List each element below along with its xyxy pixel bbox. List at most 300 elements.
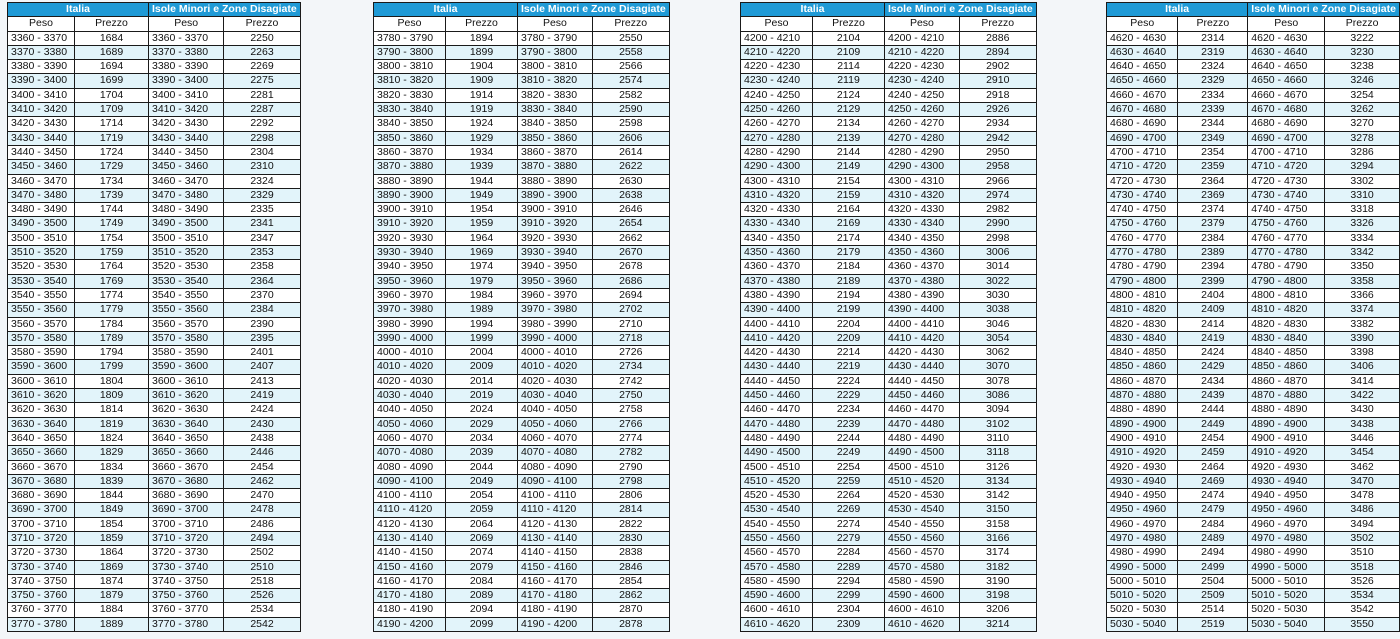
peso-isole-cell: 4980 - 4990 xyxy=(1248,546,1325,560)
prezzo-italia-cell: 1809 xyxy=(75,389,149,403)
peso-italia-cell: 4610 - 4620 xyxy=(741,617,813,631)
prezzo-italia-cell: 1789 xyxy=(75,331,149,345)
peso-italia-cell: 3530 - 3540 xyxy=(8,274,75,288)
peso-isole-cell: 4480 - 4490 xyxy=(885,431,960,445)
table-row xyxy=(374,74,670,88)
prezzo-isole-cell: 2838 xyxy=(592,546,669,560)
peso-isole-cell: 3940 - 3950 xyxy=(518,260,593,274)
prezzo-italia-cell: 1694 xyxy=(75,60,149,74)
table-body xyxy=(374,31,670,631)
table-row xyxy=(8,60,301,74)
peso-italia-cell: 4270 - 4280 xyxy=(741,131,813,145)
peso-italia-cell: 4300 - 4310 xyxy=(741,174,813,188)
prezzo-isole-cell: 2510 xyxy=(224,560,300,574)
prezzo-italia-cell: 1814 xyxy=(75,403,149,417)
prezzo-italia-cell: 1839 xyxy=(75,474,149,488)
table-row xyxy=(1107,174,1400,188)
prezzo-italia-cell: 2514 xyxy=(1178,603,1248,617)
prezzo-isole-cell: 2718 xyxy=(592,331,669,345)
peso-italia-cell: 4450 - 4460 xyxy=(741,389,813,403)
peso-italia-cell: 5030 - 5040 xyxy=(1107,617,1178,631)
peso-isole-cell: 4580 - 4590 xyxy=(885,574,960,588)
peso-isole-cell: 4990 - 5000 xyxy=(1248,560,1325,574)
prezzo-italia-cell: 2094 xyxy=(446,603,518,617)
prezzo-isole-cell: 3342 xyxy=(1325,246,1400,260)
peso-isole-cell: 4660 - 4670 xyxy=(1248,88,1325,102)
prezzo-isole-cell: 2654 xyxy=(592,217,669,231)
peso-italia-cell: 3990 - 4000 xyxy=(374,331,446,345)
table-row xyxy=(1107,203,1400,217)
peso-italia-cell: 3400 - 3410 xyxy=(8,88,75,102)
table-row xyxy=(1107,117,1400,131)
peso-isole-cell: 4850 - 4860 xyxy=(1248,360,1325,374)
peso-isole-cell: 4200 - 4210 xyxy=(885,31,960,45)
peso-italia-cell: 4530 - 4540 xyxy=(741,503,813,517)
table-body xyxy=(1107,31,1400,631)
peso-italia-cell: 3520 - 3530 xyxy=(8,260,75,274)
peso-isole-cell: 5000 - 5010 xyxy=(1248,574,1325,588)
peso-isole-cell: 3680 - 3690 xyxy=(149,489,224,503)
prezzo-italia-cell: 1899 xyxy=(446,45,518,59)
table-row xyxy=(8,203,301,217)
peso-isole-cell: 3770 - 3780 xyxy=(149,617,224,631)
column-header-prezzo: Prezzo xyxy=(75,17,149,31)
table-row xyxy=(741,131,1037,145)
prezzo-isole-cell: 2974 xyxy=(959,188,1036,202)
table-row xyxy=(8,417,301,431)
prezzo-italia-cell: 1964 xyxy=(446,231,518,245)
table-row xyxy=(8,560,301,574)
prezzo-italia-cell: 1974 xyxy=(446,260,518,274)
peso-italia-cell: 4200 - 4210 xyxy=(741,31,813,45)
peso-isole-cell: 4760 - 4770 xyxy=(1248,231,1325,245)
prezzo-isole-cell: 2550 xyxy=(592,31,669,45)
prezzo-isole-cell: 2774 xyxy=(592,431,669,445)
peso-isole-cell: 4080 - 4090 xyxy=(518,460,593,474)
prezzo-italia-cell: 2139 xyxy=(813,131,885,145)
prezzo-italia-cell: 1714 xyxy=(75,117,149,131)
peso-isole-cell: 4350 - 4360 xyxy=(885,246,960,260)
prezzo-italia-cell: 2224 xyxy=(813,374,885,388)
prezzo-isole-cell: 3254 xyxy=(1325,88,1400,102)
table-row xyxy=(8,360,301,374)
prezzo-italia-cell: 2049 xyxy=(446,474,518,488)
peso-isole-cell: 4920 - 4930 xyxy=(1248,460,1325,474)
peso-isole-cell: 4550 - 4560 xyxy=(885,531,960,545)
peso-isole-cell: 3810 - 3820 xyxy=(518,74,593,88)
table-row xyxy=(374,145,670,159)
prezzo-italia-cell: 1794 xyxy=(75,346,149,360)
prezzo-italia-cell: 2264 xyxy=(813,489,885,503)
peso-italia-cell: 3810 - 3820 xyxy=(374,74,446,88)
group-header-isole: Isole Minori e Zone Disagiate xyxy=(1248,3,1400,17)
prezzo-italia-cell: 2229 xyxy=(813,389,885,403)
peso-italia-cell: 3610 - 3620 xyxy=(8,389,75,403)
peso-isole-cell: 4710 - 4720 xyxy=(1248,160,1325,174)
table-row xyxy=(1107,331,1400,345)
prezzo-italia-cell: 2444 xyxy=(1178,403,1248,417)
table-row xyxy=(1107,288,1400,302)
prezzo-isole-cell: 3118 xyxy=(959,446,1036,460)
table-row xyxy=(8,117,301,131)
prezzo-italia-cell: 1969 xyxy=(446,246,518,260)
prezzo-italia-cell: 2074 xyxy=(446,546,518,560)
peso-italia-cell: 4190 - 4200 xyxy=(374,617,446,631)
peso-isole-cell: 4390 - 4400 xyxy=(885,303,960,317)
prezzo-italia-cell: 1729 xyxy=(75,160,149,174)
peso-isole-cell: 4520 - 4530 xyxy=(885,489,960,503)
prezzo-isole-cell: 3110 xyxy=(959,431,1036,445)
peso-isole-cell: 3860 - 3870 xyxy=(518,145,593,159)
peso-isole-cell: 4630 - 4640 xyxy=(1248,45,1325,59)
peso-italia-cell: 3920 - 3930 xyxy=(374,231,446,245)
peso-isole-cell: 3780 - 3790 xyxy=(518,31,593,45)
prezzo-isole-cell: 2734 xyxy=(592,360,669,374)
prezzo-isole-cell: 2782 xyxy=(592,446,669,460)
table-row xyxy=(1107,517,1400,531)
prezzo-italia-cell: 2379 xyxy=(1178,217,1248,231)
table-row xyxy=(374,174,670,188)
prezzo-isole-cell: 3278 xyxy=(1325,131,1400,145)
peso-isole-cell: 4220 - 4230 xyxy=(885,60,960,74)
prezzo-isole-cell: 2662 xyxy=(592,231,669,245)
prezzo-isole-cell: 2614 xyxy=(592,145,669,159)
peso-isole-cell: 4250 - 4260 xyxy=(885,103,960,117)
prezzo-italia-cell: 1819 xyxy=(75,417,149,431)
peso-isole-cell: 4140 - 4150 xyxy=(518,546,593,560)
table-row xyxy=(1107,303,1400,317)
table-row xyxy=(1107,74,1400,88)
peso-isole-cell: 4290 - 4300 xyxy=(885,160,960,174)
peso-isole-cell: 3440 - 3450 xyxy=(149,145,224,159)
prezzo-italia-cell: 1909 xyxy=(446,74,518,88)
prezzo-isole-cell: 2638 xyxy=(592,188,669,202)
peso-isole-cell: 4050 - 4060 xyxy=(518,417,593,431)
prezzo-isole-cell: 3150 xyxy=(959,503,1036,517)
table-row xyxy=(8,231,301,245)
peso-isole-cell: 3890 - 3900 xyxy=(518,188,593,202)
table-row xyxy=(374,389,670,403)
peso-italia-cell: 4680 - 4690 xyxy=(1107,117,1178,131)
prezzo-isole-cell: 3374 xyxy=(1325,303,1400,317)
prezzo-italia-cell: 1999 xyxy=(446,331,518,345)
peso-italia-cell: 4710 - 4720 xyxy=(1107,160,1178,174)
peso-italia-cell: 3660 - 3670 xyxy=(8,460,75,474)
prezzo-italia-cell: 2199 xyxy=(813,303,885,317)
table-row xyxy=(741,60,1037,74)
table-row xyxy=(741,546,1037,560)
prezzo-isole-cell: 3406 xyxy=(1325,360,1400,374)
table-row xyxy=(1107,489,1400,503)
prezzo-italia-cell: 2154 xyxy=(813,174,885,188)
peso-isole-cell: 4890 - 4900 xyxy=(1248,417,1325,431)
table-row xyxy=(1107,45,1400,59)
peso-italia-cell: 4390 - 4400 xyxy=(741,303,813,317)
peso-italia-cell: 4110 - 4120 xyxy=(374,503,446,517)
prezzo-isole-cell: 2750 xyxy=(592,389,669,403)
prezzo-italia-cell: 2134 xyxy=(813,117,885,131)
peso-italia-cell: 3370 - 3380 xyxy=(8,45,75,59)
prezzo-isole-cell: 2862 xyxy=(592,589,669,603)
prezzo-isole-cell: 2324 xyxy=(224,174,300,188)
peso-isole-cell: 3750 - 3760 xyxy=(149,589,224,603)
prezzo-isole-cell: 2395 xyxy=(224,331,300,345)
table-row xyxy=(1107,531,1400,545)
prezzo-italia-cell: 2309 xyxy=(813,617,885,631)
prezzo-isole-cell: 2918 xyxy=(959,88,1036,102)
peso-italia-cell: 3720 - 3730 xyxy=(8,546,75,560)
prezzo-italia-cell: 2359 xyxy=(1178,160,1248,174)
table-row xyxy=(374,403,670,417)
prezzo-italia-cell: 2274 xyxy=(813,517,885,531)
table-row xyxy=(8,331,301,345)
table-row xyxy=(741,103,1037,117)
peso-italia-cell: 4210 - 4220 xyxy=(741,45,813,59)
peso-isole-cell: 4970 - 4980 xyxy=(1248,531,1325,545)
prezzo-isole-cell: 2590 xyxy=(592,103,669,117)
peso-italia-cell: 3740 - 3750 xyxy=(8,574,75,588)
prezzo-italia-cell: 1774 xyxy=(75,288,149,302)
prezzo-isole-cell: 3062 xyxy=(959,346,1036,360)
prezzo-isole-cell: 2574 xyxy=(592,74,669,88)
prezzo-isole-cell: 2630 xyxy=(592,174,669,188)
table-row xyxy=(741,88,1037,102)
peso-italia-cell: 3890 - 3900 xyxy=(374,188,446,202)
peso-isole-cell: 3420 - 3430 xyxy=(149,117,224,131)
peso-isole-cell: 3870 - 3880 xyxy=(518,160,593,174)
prezzo-italia-cell: 1864 xyxy=(75,546,149,560)
peso-italia-cell: 4600 - 4610 xyxy=(741,603,813,617)
table-row xyxy=(741,346,1037,360)
table-row xyxy=(374,288,670,302)
prezzo-italia-cell: 2079 xyxy=(446,560,518,574)
prezzo-italia-cell: 2389 xyxy=(1178,246,1248,260)
peso-isole-cell: 4370 - 4380 xyxy=(885,274,960,288)
peso-italia-cell: 3950 - 3960 xyxy=(374,274,446,288)
peso-isole-cell: 4500 - 4510 xyxy=(885,460,960,474)
table-row xyxy=(1107,446,1400,460)
prezzo-isole-cell: 2341 xyxy=(224,217,300,231)
prezzo-italia-cell: 2009 xyxy=(446,360,518,374)
table-row xyxy=(374,560,670,574)
prezzo-isole-cell: 3094 xyxy=(959,403,1036,417)
peso-isole-cell: 3820 - 3830 xyxy=(518,88,593,102)
table-row xyxy=(741,45,1037,59)
peso-isole-cell: 5010 - 5020 xyxy=(1248,589,1325,603)
prezzo-italia-cell: 1924 xyxy=(446,117,518,131)
peso-isole-cell: 3580 - 3590 xyxy=(149,346,224,360)
peso-italia-cell: 4640 - 4650 xyxy=(1107,60,1178,74)
prezzo-isole-cell: 3182 xyxy=(959,560,1036,574)
table-row xyxy=(374,45,670,59)
peso-isole-cell: 4900 - 4910 xyxy=(1248,431,1325,445)
peso-isole-cell: 3400 - 3410 xyxy=(149,88,224,102)
peso-isole-cell: 4040 - 4050 xyxy=(518,403,593,417)
peso-italia-cell: 3680 - 3690 xyxy=(8,489,75,503)
table-row xyxy=(741,231,1037,245)
table-row xyxy=(8,174,301,188)
peso-isole-cell: 3950 - 3960 xyxy=(518,274,593,288)
prezzo-isole-cell: 2390 xyxy=(224,317,300,331)
prezzo-isole-cell: 2462 xyxy=(224,474,300,488)
peso-italia-cell: 3750 - 3760 xyxy=(8,589,75,603)
prezzo-isole-cell: 2710 xyxy=(592,317,669,331)
peso-isole-cell: 3660 - 3670 xyxy=(149,460,224,474)
peso-isole-cell: 4670 - 4680 xyxy=(1248,103,1325,117)
prezzo-italia-cell: 2349 xyxy=(1178,131,1248,145)
peso-italia-cell: 3380 - 3390 xyxy=(8,60,75,74)
prezzo-italia-cell: 2414 xyxy=(1178,317,1248,331)
peso-italia-cell: 4120 - 4130 xyxy=(374,517,446,531)
prezzo-isole-cell: 2934 xyxy=(959,117,1036,131)
prezzo-italia-cell: 1754 xyxy=(75,231,149,245)
prezzo-isole-cell: 3414 xyxy=(1325,374,1400,388)
prezzo-isole-cell: 3502 xyxy=(1325,531,1400,545)
peso-italia-cell: 4960 - 4970 xyxy=(1107,517,1178,531)
table-row xyxy=(374,31,670,45)
peso-italia-cell: 3640 - 3650 xyxy=(8,431,75,445)
prezzo-italia-cell: 2369 xyxy=(1178,188,1248,202)
peso-isole-cell: 4110 - 4120 xyxy=(518,503,593,517)
prezzo-italia-cell: 1889 xyxy=(75,617,149,631)
peso-italia-cell: 4370 - 4380 xyxy=(741,274,813,288)
peso-italia-cell: 4850 - 4860 xyxy=(1107,360,1178,374)
prezzo-italia-cell: 2039 xyxy=(446,446,518,460)
prezzo-italia-cell: 2174 xyxy=(813,231,885,245)
table-row xyxy=(741,417,1037,431)
peso-isole-cell: 4470 - 4480 xyxy=(885,417,960,431)
peso-italia-cell: 4170 - 4180 xyxy=(374,589,446,603)
peso-isole-cell: 4830 - 4840 xyxy=(1248,331,1325,345)
peso-isole-cell: 3370 - 3380 xyxy=(149,45,224,59)
prezzo-isole-cell: 3302 xyxy=(1325,174,1400,188)
table-row xyxy=(741,589,1037,603)
table-row xyxy=(8,546,301,560)
peso-italia-cell: 4920 - 4930 xyxy=(1107,460,1178,474)
peso-italia-cell: 4570 - 4580 xyxy=(741,560,813,574)
table-row xyxy=(374,617,670,631)
prezzo-italia-cell: 2259 xyxy=(813,474,885,488)
peso-italia-cell: 3430 - 3440 xyxy=(8,131,75,145)
prezzo-isole-cell: 2298 xyxy=(224,131,300,145)
table-row xyxy=(8,274,301,288)
table-row xyxy=(1107,60,1400,74)
prezzo-italia-cell: 2254 xyxy=(813,460,885,474)
prezzo-isole-cell: 3262 xyxy=(1325,103,1400,117)
table-row xyxy=(741,246,1037,260)
table-row xyxy=(741,460,1037,474)
prezzo-isole-cell: 2263 xyxy=(224,45,300,59)
peso-isole-cell: 3620 - 3630 xyxy=(149,403,224,417)
prezzo-isole-cell: 3102 xyxy=(959,417,1036,431)
peso-isole-cell: 3720 - 3730 xyxy=(149,546,224,560)
prezzo-isole-cell: 3398 xyxy=(1325,346,1400,360)
prezzo-isole-cell: 2678 xyxy=(592,260,669,274)
prezzo-italia-cell: 2324 xyxy=(1178,60,1248,74)
table-row xyxy=(374,374,670,388)
prezzo-isole-cell: 3070 xyxy=(959,360,1036,374)
peso-italia-cell: 4500 - 4510 xyxy=(741,460,813,474)
peso-isole-cell: 3410 - 3420 xyxy=(149,103,224,117)
prezzo-isole-cell: 2502 xyxy=(224,546,300,560)
peso-italia-cell: 4890 - 4900 xyxy=(1107,417,1178,431)
table-row xyxy=(741,317,1037,331)
peso-italia-cell: 4970 - 4980 xyxy=(1107,531,1178,545)
peso-isole-cell: 3980 - 3990 xyxy=(518,317,593,331)
prezzo-italia-cell: 2449 xyxy=(1178,417,1248,431)
peso-isole-cell: 3900 - 3910 xyxy=(518,203,593,217)
peso-italia-cell: 4180 - 4190 xyxy=(374,603,446,617)
peso-italia-cell: 3620 - 3630 xyxy=(8,403,75,417)
table-row xyxy=(741,203,1037,217)
peso-italia-cell: 4010 - 4020 xyxy=(374,360,446,374)
peso-isole-cell: 4840 - 4850 xyxy=(1248,346,1325,360)
table-row xyxy=(374,160,670,174)
prezzo-italia-cell: 2014 xyxy=(446,374,518,388)
peso-isole-cell: 4320 - 4330 xyxy=(885,203,960,217)
peso-isole-cell: 3850 - 3860 xyxy=(518,131,593,145)
prezzo-italia-cell: 2344 xyxy=(1178,117,1248,131)
prezzo-isole-cell: 2606 xyxy=(592,131,669,145)
prezzo-isole-cell: 2542 xyxy=(224,617,300,631)
table-row xyxy=(1107,503,1400,517)
peso-italia-cell: 4490 - 4500 xyxy=(741,446,813,460)
table-row xyxy=(8,403,301,417)
prezzo-isole-cell: 3166 xyxy=(959,531,1036,545)
table-row xyxy=(374,574,670,588)
peso-italia-cell: 4310 - 4320 xyxy=(741,188,813,202)
table-row xyxy=(8,246,301,260)
peso-isole-cell: 4070 - 4080 xyxy=(518,446,593,460)
group-header-italia: Italia xyxy=(1107,3,1248,17)
prezzo-isole-cell: 3022 xyxy=(959,274,1036,288)
peso-isole-cell: 4100 - 4110 xyxy=(518,489,593,503)
table-row xyxy=(8,531,301,545)
table-row xyxy=(8,503,301,517)
peso-isole-cell: 4340 - 4350 xyxy=(885,231,960,245)
table-row xyxy=(1107,574,1400,588)
peso-isole-cell: 4130 - 4140 xyxy=(518,531,593,545)
prezzo-italia-cell: 2184 xyxy=(813,260,885,274)
table-row xyxy=(8,103,301,117)
peso-isole-cell: 4360 - 4370 xyxy=(885,260,960,274)
peso-isole-cell: 3830 - 3840 xyxy=(518,103,593,117)
table-row xyxy=(8,303,301,317)
peso-isole-cell: 4820 - 4830 xyxy=(1248,317,1325,331)
prezzo-italia-cell: 1859 xyxy=(75,531,149,545)
prezzo-isole-cell: 3238 xyxy=(1325,60,1400,74)
prezzo-isole-cell: 3334 xyxy=(1325,231,1400,245)
prezzo-isole-cell: 2982 xyxy=(959,203,1036,217)
prezzo-italia-cell: 1709 xyxy=(75,103,149,117)
peso-italia-cell: 3800 - 3810 xyxy=(374,60,446,74)
prezzo-italia-cell: 2194 xyxy=(813,288,885,302)
table-row xyxy=(8,45,301,59)
peso-italia-cell: 4870 - 4880 xyxy=(1107,389,1178,403)
prezzo-isole-cell: 3038 xyxy=(959,303,1036,317)
prezzo-isole-cell: 2998 xyxy=(959,231,1036,245)
peso-italia-cell: 4740 - 4750 xyxy=(1107,203,1178,217)
peso-isole-cell: 3490 - 3500 xyxy=(149,217,224,231)
prezzo-isole-cell: 3350 xyxy=(1325,260,1400,274)
peso-italia-cell: 5010 - 5020 xyxy=(1107,589,1178,603)
peso-isole-cell: 3700 - 3710 xyxy=(149,517,224,531)
peso-italia-cell: 3910 - 3920 xyxy=(374,217,446,231)
peso-italia-cell: 4580 - 4590 xyxy=(741,574,813,588)
prezzo-isole-cell: 2486 xyxy=(224,517,300,531)
peso-italia-cell: 4100 - 4110 xyxy=(374,489,446,503)
peso-isole-cell: 4720 - 4730 xyxy=(1248,174,1325,188)
